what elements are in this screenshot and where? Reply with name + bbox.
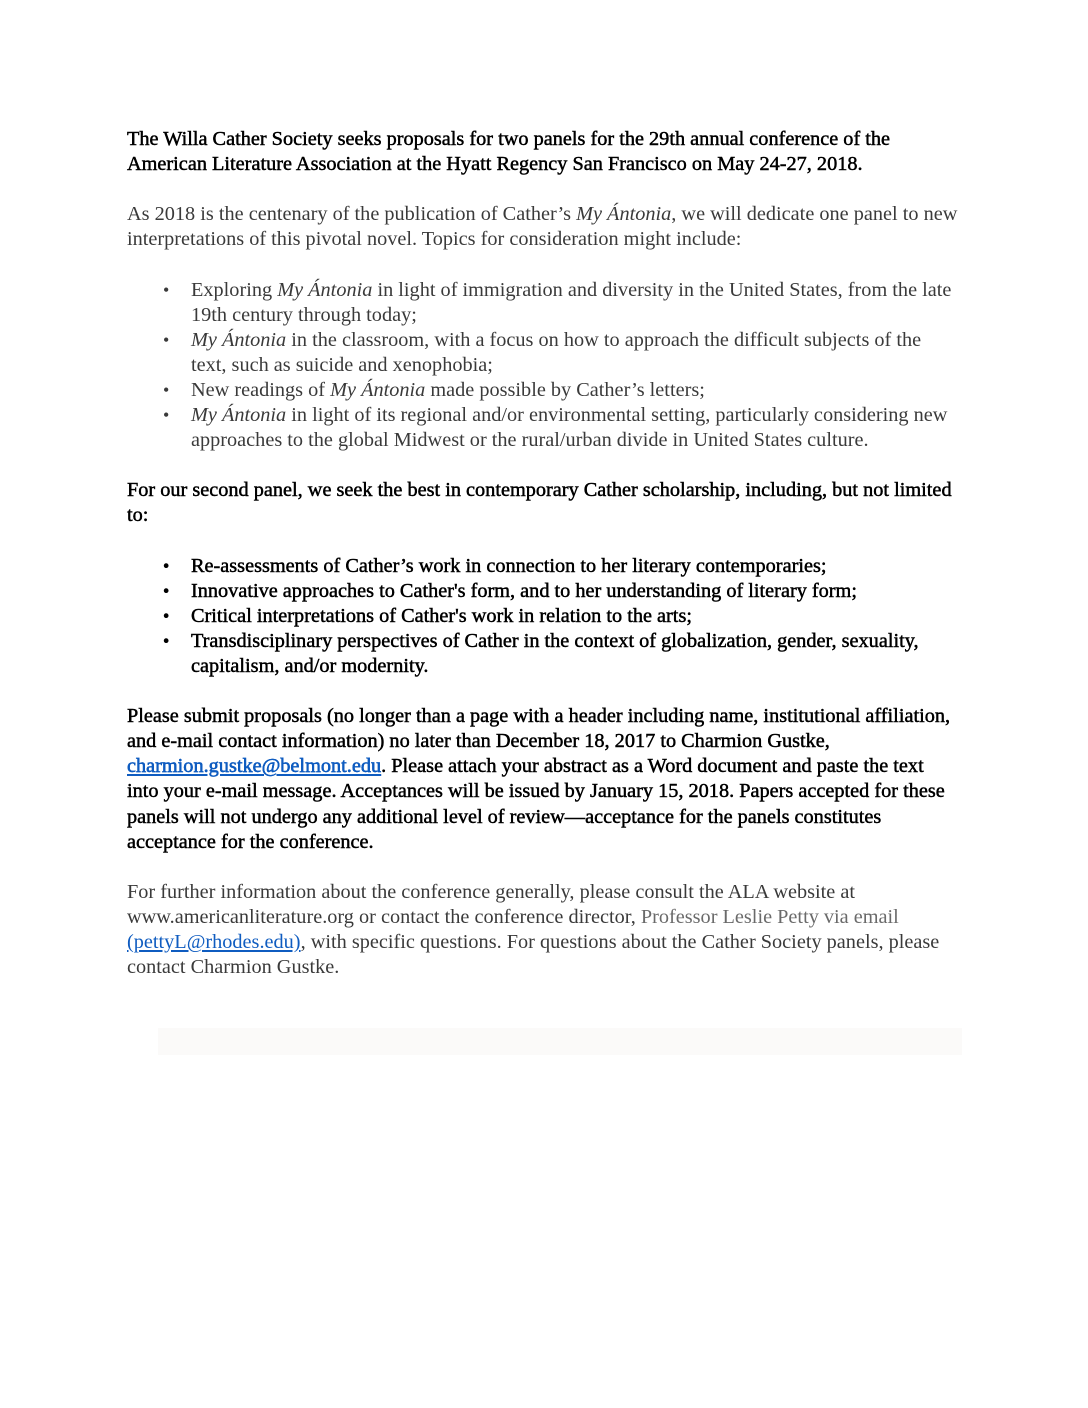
list-item — [127, 328, 958, 378]
document-content — [127, 127, 958, 1005]
panel2-intro-text: For our second panel, we seek the best in contemporary Cather scholarship, including, but not limited to: — [127, 479, 952, 527]
centenary-pre: As 2018 is the centenary of the publication of Cather’s — [127, 203, 577, 226]
list-item — [127, 403, 958, 453]
further-info-pre: For further information about the conference generally, please consult the ALA website at www.americanliterature.org or contact the conference director, — [127, 880, 855, 928]
novel-title-italic: My Ántonia — [576, 203, 672, 226]
bullet-icon: • — [163, 379, 170, 400]
item-post: in the classroom, with a focus on how to approach the difficult subjects of the text, such as suicide and xenophobia; — [191, 328, 922, 376]
panel2-topics-list — [127, 554, 958, 679]
novel-title-italic: My Ántonia — [277, 278, 373, 301]
centenary-post: , we will dedicate one panel to new interpretations of this pivotal novel. Topics for consideration might include: — [127, 203, 958, 251]
item-text: Transdisciplinary perspectives of Cather in the context of globalization, gender, sexuality, capitalism, and/or modernity. — [191, 629, 919, 677]
item-post: made possible by Cather’s letters; — [425, 378, 705, 401]
further-info-post: , with specific questions. For questions about the Cather Society panels, please contact Charmion Gustke. — [127, 931, 940, 979]
submission-post: . Please attach your abstract as a Word document and paste the text into your e-mail message. Acceptances will be issued by January 15, 2018. Papers accepted for these panels will not undergo any additional level of review—acceptance for the panels constitutes acceptance for the conference. — [127, 755, 945, 853]
centenary-paragraph — [127, 202, 958, 252]
bullet-icon: • — [163, 279, 170, 300]
panel2-intro-paragraph — [127, 478, 958, 528]
submission-paragraph — [127, 704, 958, 855]
charmion-email-link[interactable]: charmion.gustke@belmont.edu — [127, 755, 382, 778]
list-item — [127, 278, 958, 328]
novel-title-italic: My Ántonia — [191, 404, 287, 427]
bullet-icon: • — [163, 630, 170, 651]
bullet-icon: • — [163, 580, 170, 601]
list-item — [127, 554, 958, 579]
panel1-topics-list — [127, 278, 958, 454]
item-post: in light of immigration and diversity in the United States, from the late 19th century through today; — [191, 278, 952, 326]
item-post: in light of its regional and/or environmental setting, particularly considering new approaches to the global Midwest or the rural/urban divide in United States culture. — [191, 404, 948, 452]
bullet-icon: • — [163, 405, 170, 426]
bullet-icon: • — [163, 329, 170, 350]
conference-director-text: Professor Leslie Petty via email — [640, 905, 899, 928]
item-text: Re-assessments of Cather’s work in connection to her literary contemporaries; — [191, 554, 827, 577]
list-item — [127, 604, 958, 629]
novel-title-italic: My Ántonia — [191, 328, 287, 351]
item-text: Innovative approaches to Cather's form, and to her understanding of literary form; — [191, 579, 857, 602]
novel-title-italic: My Ántonia — [330, 378, 426, 401]
cfp-intro-paragraph — [127, 127, 958, 177]
bullet-icon: • — [163, 605, 170, 626]
list-item — [127, 579, 958, 604]
item-pre: Exploring — [191, 278, 278, 301]
list-item — [127, 378, 958, 403]
further-info-paragraph — [127, 880, 958, 980]
item-pre: New readings of — [191, 378, 331, 401]
petty-email-link[interactable]: (pettyL@rhodes.edu) — [127, 931, 301, 953]
bullet-icon: • — [163, 555, 170, 576]
footer-highlight-bar — [158, 1028, 962, 1055]
cfp-intro-text: The Willa Cather Society seeks proposals for two panels for the 29th annual conference of the American Literature Association at the Hyatt Regency San Francisco on May 24-27, 2018. — [127, 128, 891, 176]
item-text: Critical interpretations of Cather's work in relation to the arts; — [191, 604, 692, 627]
submission-pre: Please submit proposals (no longer than a page with a header including name, institutional affiliation, and e-mail contact information) no later than December 18, 2017 to Charmion Gustke, — [127, 705, 951, 753]
list-item — [127, 629, 958, 679]
